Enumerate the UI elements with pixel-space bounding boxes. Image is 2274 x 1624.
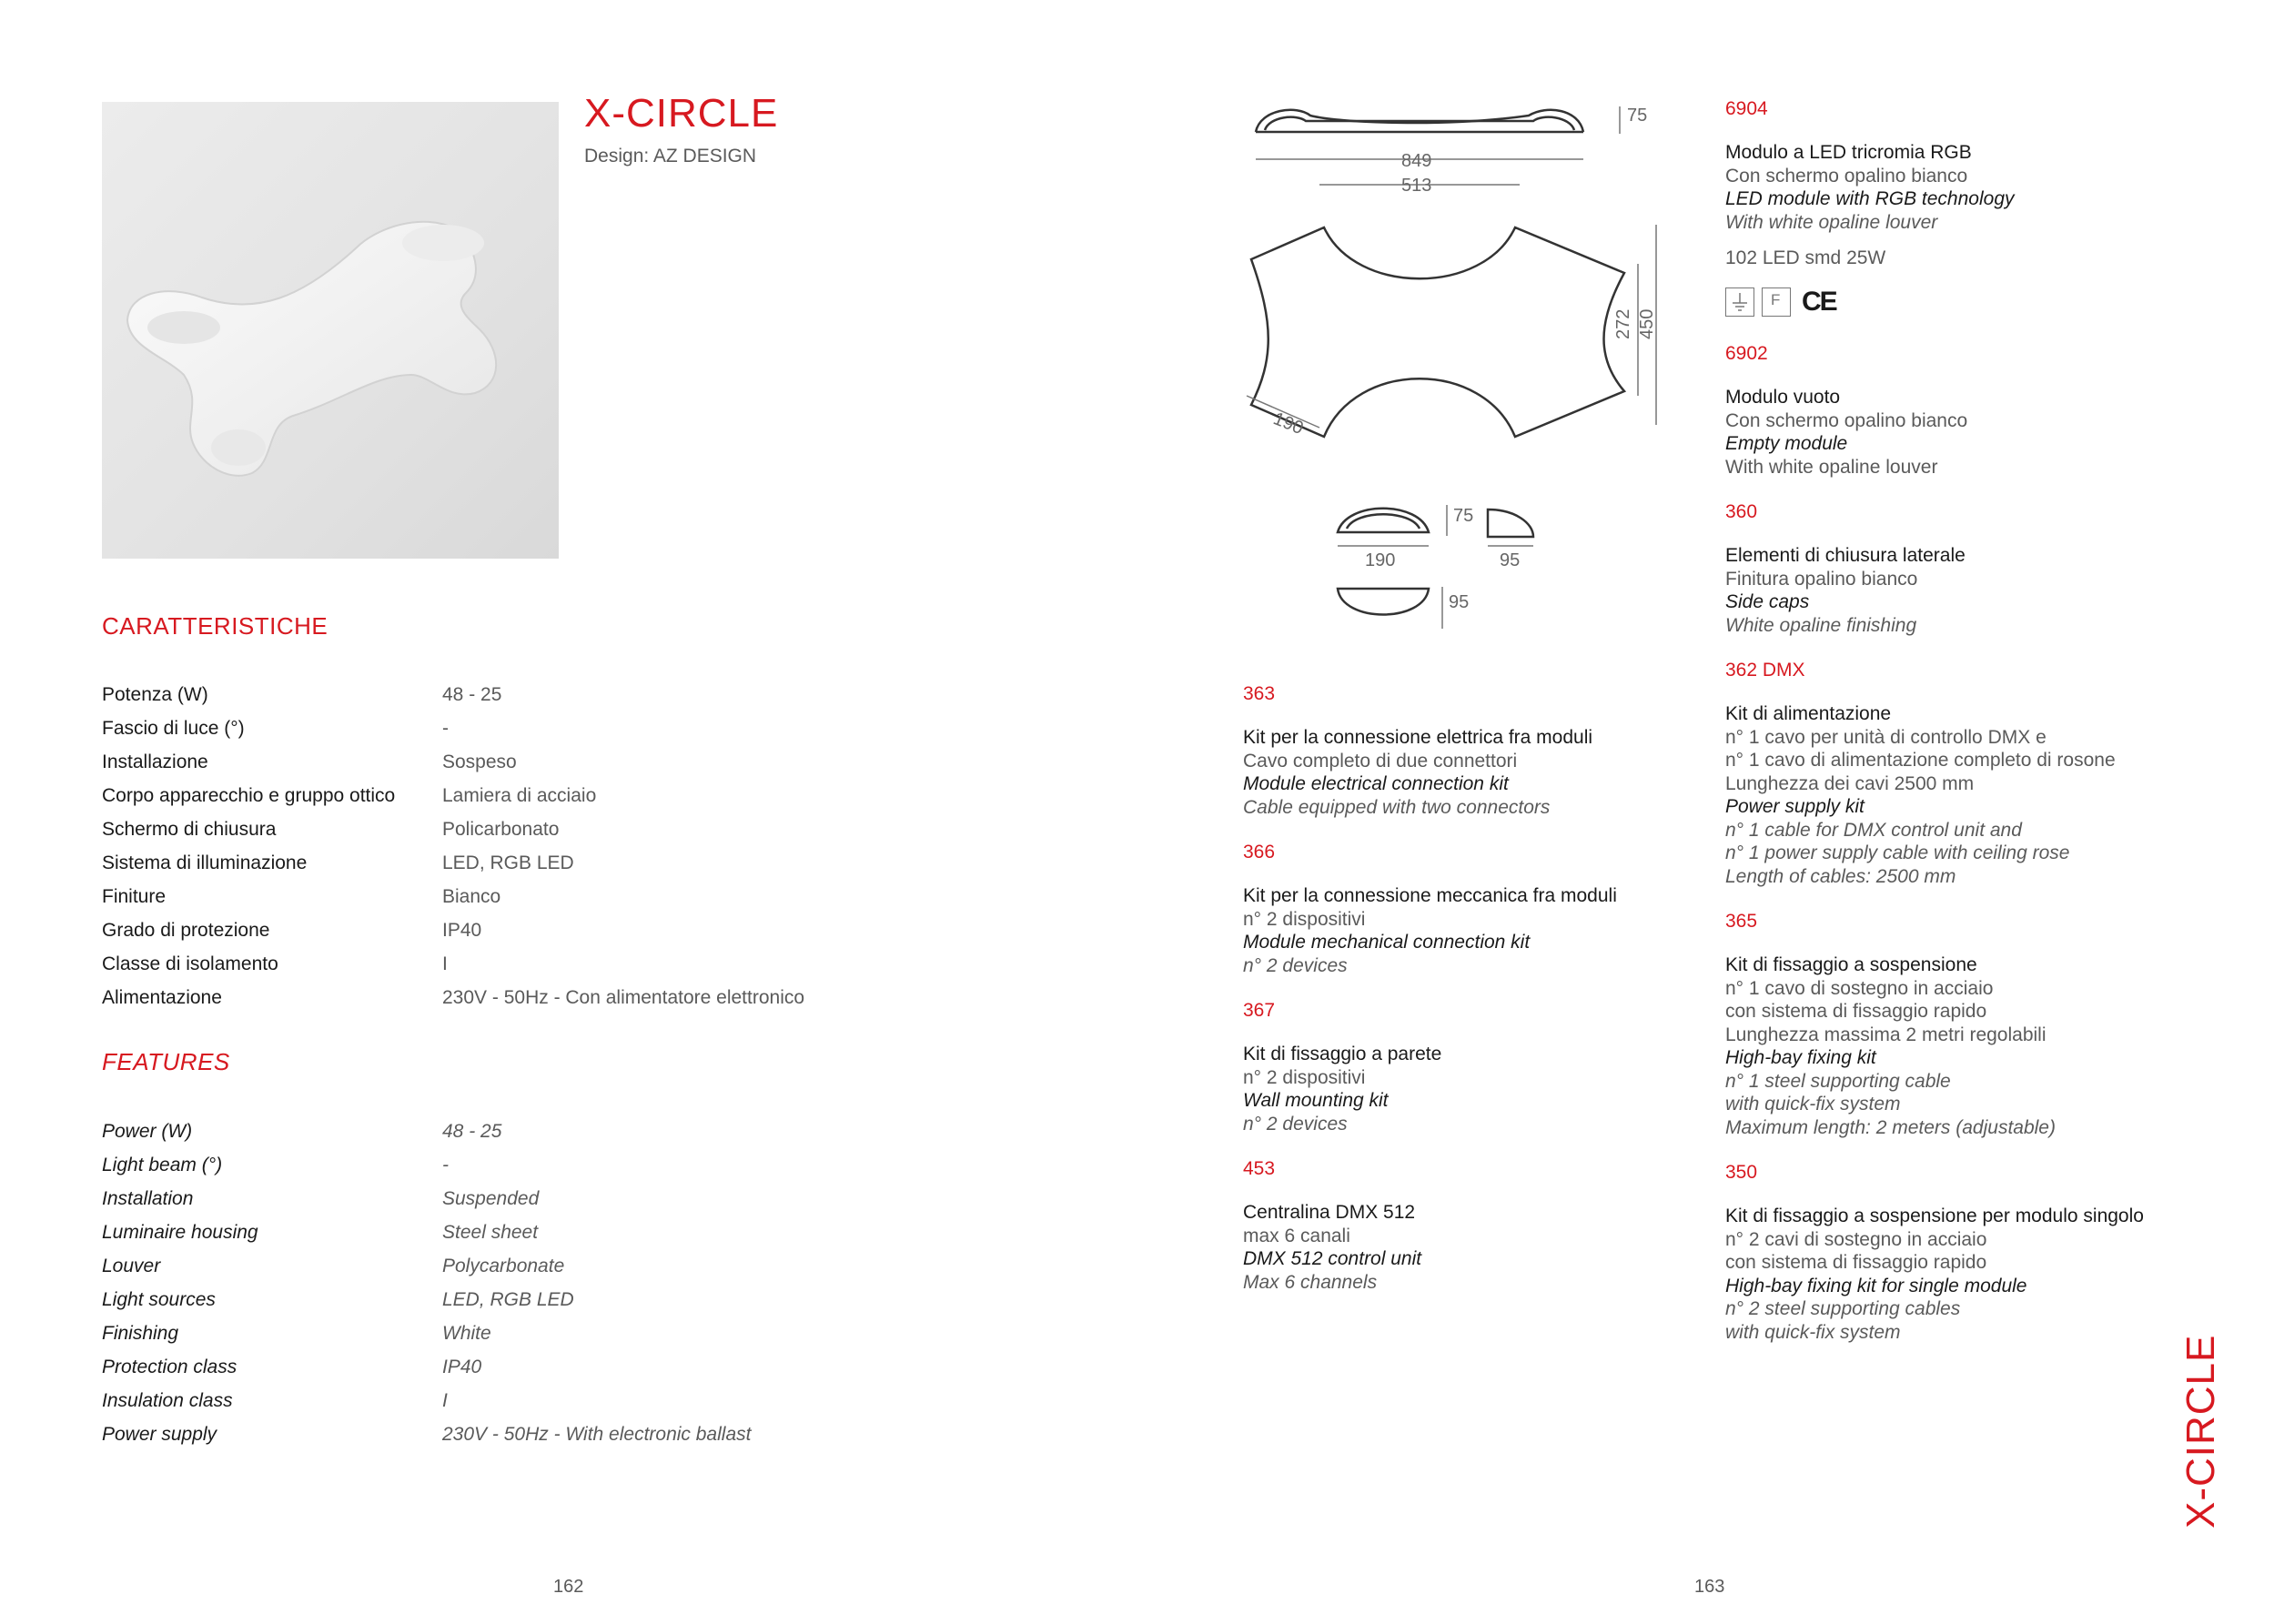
spec-label: Potenza (W) (102, 683, 208, 705)
dim-arc: 190 (1270, 409, 1307, 439)
accessory-code: 367 (1243, 1000, 1276, 1021)
top-view-drawing (1251, 227, 1624, 437)
accessory-title-en: Empty module (1725, 433, 1848, 454)
specs-table-en (102, 1115, 921, 1451)
accessory-item (1725, 908, 2198, 1139)
accessory-title: Modulo a LED tricromia RGB (1725, 142, 1972, 163)
spec-value: Steel sheet (442, 1221, 539, 1243)
spec-row (102, 1350, 921, 1384)
spec-label: Alimentazione (102, 986, 222, 1008)
accessory-desc: n° 1 cavo di sostegno in acciaio (1725, 977, 1994, 999)
vertical-product-title: X-CIRCLE (2178, 1334, 2223, 1528)
spec-row (102, 846, 921, 880)
product-photo (102, 102, 559, 559)
accessory-desc-en: n° 2 devices (1243, 954, 1348, 976)
accessory-desc: n° 2 cavi di sostegno in acciaio (1725, 1228, 1987, 1250)
specs-heading-it: CARATTERISTICHE (102, 612, 328, 640)
accessory-title: Kit di fissaggio a parete (1243, 1044, 1442, 1064)
accessory-code: 360 (1725, 501, 1758, 522)
page-number-left: 162 (553, 1577, 584, 1597)
accessory-title-en: High-bay fixing kit for single module (1725, 1275, 2027, 1296)
ground-icon (1725, 287, 1754, 317)
spec-row (102, 812, 921, 846)
accessory-desc: con sistema di fissaggio rapido (1725, 1001, 1987, 1022)
accessory-item (1243, 997, 1716, 1135)
accessory-code: 350 (1725, 1162, 1758, 1183)
spec-label: Luminaire housing (102, 1221, 258, 1243)
accessory-desc: Con schermo opalino bianco (1725, 409, 1968, 431)
spec-value: 48 - 25 (442, 1120, 502, 1142)
accessory-item (1725, 96, 2198, 320)
spec-label: Fascio di luce (°) (102, 717, 245, 739)
dim-module-height: 75 (1453, 506, 1474, 526)
spec-value: Lamiera di acciaio (442, 784, 597, 806)
accessory-code: 6902 (1725, 343, 1768, 364)
accessory-desc-en: Length of cables: 2500 mm (1725, 865, 1956, 887)
accessory-item (1725, 1159, 2198, 1344)
accessory-desc: Lunghezza dei cavi 2500 mm (1725, 772, 1975, 794)
accessory-code: 453 (1243, 1158, 1276, 1179)
spec-value: I (442, 953, 448, 974)
specs-table-it (102, 678, 921, 1014)
spec-label: Finiture (102, 885, 167, 907)
accessory-item (1243, 1155, 1716, 1294)
spec-label: Installazione (102, 751, 208, 772)
accessory-title-en: Power supply kit (1725, 796, 1865, 817)
spec-row (102, 1215, 921, 1249)
spec-row (102, 745, 921, 779)
dim-cap-width: 95 (1500, 550, 1521, 570)
spec-label: Installation (102, 1187, 194, 1209)
spec-value: Polycarbonate (442, 1255, 565, 1276)
dim-cap-height: 95 (1449, 592, 1470, 612)
spec-row (102, 779, 921, 812)
accessory-title: Kit di fissaggio a sospensione (1725, 954, 1977, 975)
dimension-drawing (1219, 86, 1693, 651)
spec-value: - (442, 1154, 449, 1175)
accessory-title: Kit di fissaggio a sospensione per modulo singolo (1725, 1205, 2144, 1226)
spec-label: Classe di isolamento (102, 953, 278, 974)
accessory-title-en: High-bay fixing kit (1725, 1047, 1876, 1068)
accessory-desc-en: with quick-fix system (1725, 1321, 1901, 1343)
dim-module-width: 190 (1365, 550, 1396, 570)
spec-value: I (442, 1389, 448, 1411)
accessory-code: 363 (1243, 683, 1276, 704)
accessory-desc-en: n° 1 steel supporting cable (1725, 1070, 1951, 1092)
spec-row (102, 678, 921, 711)
accessory-desc-en: Max 6 channels (1243, 1271, 1378, 1293)
accessory-extra: With white opaline louver (1725, 456, 1938, 478)
spec-row (102, 947, 921, 981)
technical-drawings (1219, 86, 1693, 651)
designer-credit: Design: AZ DESIGN (584, 146, 757, 166)
spec-label: Light beam (°) (102, 1154, 223, 1175)
accessory-title: Centralina DMX 512 (1243, 1202, 1416, 1223)
spec-label: Sistema di illuminazione (102, 852, 308, 873)
accessory-item (1243, 681, 1716, 819)
spec-row (102, 1249, 921, 1283)
spec-value: White (442, 1322, 491, 1344)
f-mark-icon (1762, 287, 1791, 317)
dim-total-length: 849 (1401, 151, 1432, 171)
spec-value: IP40 (442, 1356, 482, 1377)
spec-row (102, 1316, 921, 1350)
accessory-desc-en: Cable equipped with two connectors (1243, 796, 1551, 818)
spec-label: Light sources (102, 1288, 216, 1310)
accessory-desc: Lunghezza massima 2 metri regolabili (1725, 1024, 2047, 1045)
accessory-desc-en: n° 1 cable for DMX control unit and (1725, 819, 2022, 841)
accessory-code: 6904 (1725, 98, 1768, 119)
accessory-note: 102 LED smd 25W (1725, 247, 1886, 268)
accessory-title-en: Module mechanical connection kit (1243, 932, 1531, 953)
spec-value: - (442, 717, 449, 739)
accessory-title: Kit per la connessione meccanica fra moduli (1243, 885, 1617, 906)
accessory-item (1725, 340, 2198, 479)
spec-value: Sospeso (442, 751, 517, 772)
spec-row (102, 880, 921, 913)
spec-row (102, 1283, 921, 1316)
spec-label: Finishing (102, 1322, 179, 1344)
spec-row (102, 1417, 921, 1451)
accessory-desc: n° 1 cavo di alimentazione completo di rosone (1725, 750, 2116, 771)
spec-row (102, 1384, 921, 1417)
dim-inner-length: 513 (1401, 176, 1432, 196)
spec-row (102, 981, 921, 1014)
product-title: X-CIRCLE (584, 91, 779, 136)
spec-row (102, 1182, 921, 1215)
accessory-title: Kit per la connessione elettrica fra moduli (1243, 727, 1593, 748)
accessory-item (1243, 839, 1716, 977)
accessory-desc: max 6 canali (1243, 1225, 1350, 1246)
spec-label: Insulation class (102, 1389, 233, 1411)
accessory-desc: Cavo completo di due connettori (1243, 750, 1518, 772)
spec-label: Grado di protezione (102, 919, 270, 941)
accessory-desc-en: with quick-fix system (1725, 1094, 1901, 1115)
accessory-title-en: Module electrical connection kit (1243, 773, 1509, 794)
spec-value: LED, RGB LED (442, 852, 574, 873)
accessories-column-middle (1243, 681, 1716, 1314)
dim-total-width: 450 (1637, 308, 1657, 339)
spec-row (102, 913, 921, 947)
spec-value: Suspended (442, 1187, 540, 1209)
accessory-title-en: Side caps (1725, 591, 1810, 612)
accessory-desc: n° 1 cavo per unità di controllo DMX e (1725, 726, 2047, 748)
certification-icons (1725, 284, 2198, 320)
accessory-desc: con sistema di fissaggio rapido (1725, 1252, 1987, 1273)
accessory-title: Elementi di chiusura laterale (1725, 545, 1966, 566)
lamp-image (102, 102, 559, 559)
spec-value: 48 - 25 (442, 683, 502, 705)
spec-label: Louver (102, 1255, 161, 1276)
accessory-desc-en: With white opaline louver (1725, 211, 1938, 233)
accessory-desc: n° 2 dispositivi (1243, 1066, 1366, 1088)
spec-value: Policarbonato (442, 818, 560, 840)
accessory-item (1725, 657, 2198, 888)
accessory-desc-en: n° 1 power supply cable with ceiling rose (1725, 842, 2070, 863)
accessory-item (1725, 499, 2198, 637)
accessory-code: 365 (1725, 911, 1758, 932)
accessory-desc-en: n° 2 devices (1243, 1113, 1348, 1135)
spec-label: Corpo apparecchio e gruppo ottico (102, 784, 396, 806)
f-mark-label: F (1771, 291, 1781, 308)
accessory-desc-en: White opaline finishing (1725, 614, 1917, 636)
accessory-desc: Con schermo opalino bianco (1725, 165, 1968, 187)
spec-label: Power (W) (102, 1120, 193, 1142)
dim-inner-width: 272 (1613, 308, 1633, 339)
accessory-title-en: LED module with RGB technology (1725, 188, 2015, 209)
spec-value: 230V - 50Hz - With electronic ballast (442, 1423, 752, 1445)
accessory-desc: n° 2 dispositivi (1243, 908, 1366, 930)
spec-value: Bianco (442, 885, 501, 907)
spec-label: Protection class (102, 1356, 238, 1377)
spec-label: Power supply (102, 1423, 217, 1445)
spec-row (102, 1115, 921, 1148)
accessory-desc-en: Maximum length: 2 meters (adjustable) (1725, 1116, 2056, 1138)
ce-mark-icon: CE (1802, 287, 1836, 317)
accessory-title: Modulo vuoto (1725, 387, 1841, 408)
spec-label: Schermo di chiusura (102, 818, 277, 840)
spec-row (102, 711, 921, 745)
dim-side-height: 75 (1627, 106, 1648, 126)
spec-value: LED, RGB LED (442, 1288, 574, 1310)
accessory-title-en: Wall mounting kit (1243, 1090, 1389, 1111)
accessory-code: 362 DMX (1725, 660, 1805, 681)
accessory-desc: Finitura opalino bianco (1725, 568, 1918, 590)
side-profile-drawing (1256, 110, 1583, 132)
accessory-title-en: DMX 512 control unit (1243, 1248, 1422, 1269)
page-number-right: 163 (1694, 1577, 1725, 1597)
specs-heading-en: FEATURES (102, 1048, 230, 1075)
accessory-title: Kit di alimentazione (1725, 703, 1892, 724)
accessories-column-right (1725, 96, 2198, 1364)
accessory-desc-en: n° 2 steel supporting cables (1725, 1298, 1961, 1319)
spec-row (102, 1148, 921, 1182)
spec-value: IP40 (442, 919, 482, 941)
accessory-code: 366 (1243, 842, 1276, 862)
spec-value: 230V - 50Hz - Con alimentatore elettronico (442, 986, 805, 1008)
